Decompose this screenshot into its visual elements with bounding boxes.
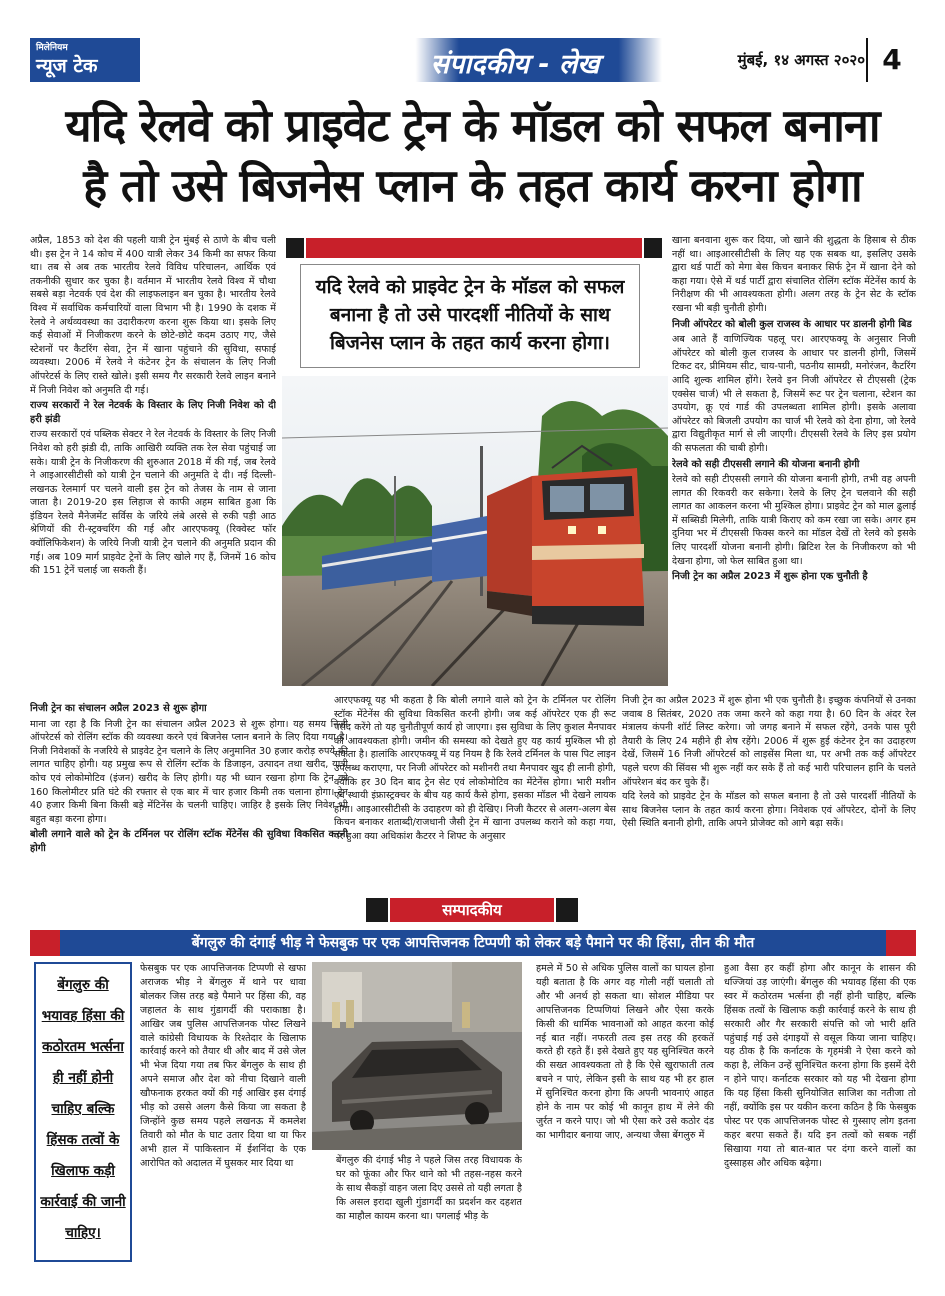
editorial-column-3: हमले में 50 से अधिक पुलिस वालों का घायल होना यही बताता है कि अगर वह गोली नहीं चलाती तो और भी अनर्थ हो सकता था। सोशल मीडिया पर आपत्तिजनक टिप्पणियां लिखने और ऐसा करके किसी की धार्मिक भावनाओं को आहत करना कोई नई बात नहीं। नफरती तत्व इस तरह की हरकतें करते ही रहते हैं। इसे देखते हुए यह सुनिश्चित करने की सख्त आवश्यकता तो है कि ऐसे खुराफाती तत्व बचने न पाएं, लेकिन इसी के साथ यह भी हर हाल में सुनिश्चित करना होगा कि अपनी भावनाएं आहत होने के नाम पर कोई भी कानून हाथ में लेने की जुर्रत न करने पाए। जो भी ऐसा करे उसे कठोर दंड का भागीदार बनाया जाए, अन्यथा जैसा बेंगलुरु में: [536, 963, 714, 1141]
article-column-right-lower: [622, 694, 916, 890]
editorial-highlight-box: [34, 962, 132, 1262]
dateline: मुंबई, १४ अगस्त २०२०: [737, 51, 865, 69]
article-subheading: निजी ट्रेन का अप्रैल 2023 में शुरू होना एक चुनौती है: [672, 571, 868, 583]
editorial-headline: बेंगलुरु की दंगाई भीड़ ने फेसबुक पर एक आपत्तिजनक टिप्पणी को लेकर बड़े पैमाने पर की हिंसा, तीन की मौत: [60, 930, 886, 956]
masthead: [0, 0, 945, 84]
article-paragraph: यदि रेलवे को प्राइवेट ट्रेन के मॉडल को सफल बनाना है तो उसे पारदर्शी नीतियों के साथ बिजनेस प्लान के तहत कार्य करना होगा। निवेशक एवं ऑपरेटर, दोनों के लिए ऐसी स्थिति बनानी होगी, ताकि अपने प्रोजेक्ट को आगे बढ़ा सकें।: [622, 791, 916, 830]
editorial-column-4: हुआ वैसा हर कहीं होगा और कानून के शासन की धज्जियां उड़ जाएंगी। बेंगलुरु की भयावह हिंसा की एक स्वर में कठोरतम भर्त्सना ही नहीं होनी चाहिए, बल्कि हिंसक तत्वों के खिलाफ कड़ी कार्रवाई करने के साथ ही सरकारी और गैर सरकारी संपत्ति को जो भारी क्षति पहुंचाई गई उसे दंगाइयों से वसूल किया जाना चाहिए। यह ठीक है कि कर्नाटक के गृहमंत्री ने ऐसा करने को कहा है, लेकिन उन्हें सुनिश्चित करना होगा कि इसमें देरी न होने पाए। कर्नाटक सरकार को यह भी देखना होगा कि यह हिंसा किसी सुनियोजित साजिश का नतीजा तो नहीं, क्योंकि इस पर यकीन करना कठिन है कि फेसबुक पोस्ट पर एक आपत्तिजनक पोस्ट से गुस्साए लोग इतना कहर बरपा सकते हैं। यदि इन तत्वों को सबक नहीं सिखाया गया तो बात-बात पर दंगा करने वालों का दुस्साहस और अधिक बढ़ेगा।: [724, 963, 916, 1169]
bar-black-right: [644, 238, 662, 258]
pullquote-line-3: बिजनेस प्लान के तहत कार्य करना होगा।: [329, 332, 611, 354]
pullquote-line-1: यदि रेलवे को प्राइवेट ट्रेन के मॉडल को सफल: [315, 276, 625, 298]
headline-line-2: है तो उसे बिजनेस प्लान के तहत कार्य करना होगा: [83, 159, 862, 212]
bar-black-left: [366, 898, 388, 922]
article-paragraph: माना जा रहा है कि निजी ट्रेन का संचालन अप्रैल 2023 से शुरू होगा। यह समय निजी ऑपरेटर्स को रोलिंग स्टॉक की व्यवस्था करने एवं बिजनेस प्लान बनाने के लिए दिया गया है। निजी निवेशकों के नजरिये से प्राइवेट ट्रेन चलाने के लिए अनुमानित 30 हजार करोड़ रुपये की लागत चाहिए होगी। यह प्रमुख रूप से रोलिंग स्टॉक के डिजाइन, उत्पादन तथा खरीद, यात्री कोच एवं लोकोमोटिव (इंजन) खरीद के लिए होगी। यह भी ध्यान रखना होगा कि ट्रेन को 160 किलोमीटर प्रति घंटे की रफ्तार से एक बार में चार हजार किमी तक चलाना होगा। ट्रेन 40 हजार किमी बिना किसी बड़े मेंटिनेंस के चलनी चाहिए। जाहिर है इसके लिए निवेश भी बहुत बड़ा करना होगा।: [30, 718, 348, 825]
article-column-left-lower: [30, 700, 348, 890]
pullquote-bar: [286, 238, 662, 258]
page-number: 4: [866, 38, 916, 82]
pullquote-line-2: बनाना है तो उसे पारदर्शी नीतियों के साथ: [329, 304, 611, 326]
editorial-label: सम्पादकीय: [390, 898, 554, 922]
newspaper-logo: [30, 38, 140, 82]
article-subheading: निजी ट्रेन का संचालन अप्रैल 2023 से शुरू होगा: [30, 703, 207, 714]
bar-black-left: [286, 238, 304, 258]
main-headline: [20, 96, 925, 216]
article-subheading: बोली लगाने वाले को ट्रेन के टर्मिनल पर रोलिंग स्टॉक मेंटेनेंस की सुविधा विकसित करनी होगी: [30, 829, 348, 854]
bar-red: [306, 238, 642, 258]
riot-photo: [312, 962, 522, 1150]
burnt-vehicles-image: [312, 962, 522, 1150]
article-subheading: राज्य सरकारों ने रेल नेटवर्क के विस्तार के लिए निजी निवेश को दी हरी झंडी: [30, 400, 276, 425]
pullquote: [300, 264, 640, 368]
section-title: संपादकीय - लेख: [430, 49, 600, 80]
article-paragraph: राज्य सरकारों एवं पब्लिक सेक्टर ने रेल नेटवर्क के विस्तार के लिए निजी निवेश को हरी झंडी दी, ताकि आखिरी व्यक्ति तक रेल सेवा पहुंचाई जा सके। यात्री ट्रेन के निजीकरण की शुरुआत 2018 में की गई, जब रेलवे ने आइआरसीटीसी को यात्री ट्रेन चलाने की अनुमति दे दी। नई दिल्ली-लखनऊ रेलमार्ग पर चलने वाली इस ट्रेन को तेजस के नाम से जाना जाता है। 2019-20 इस लिहाज से काफी अहम साबित हुआ कि इंडियन रेलवे मैनेजमेंट सर्विस के जरिये लंबे अरसे से रुकी पड़ी आठ श्रेणियों की री-स्ट्रक्चरिंग की गई और आरएफक्यू (रिक्वेस्ट फॉर क्वॉलिफिकेशन) के जरिये निजी यात्री ट्रेन चलाने की अनुमति प्रदान की गई। अब 109 मार्ग प्राइवेट ट्रेनों के लिए खोले गए हैं, जिनमें 16 कोच की 151 ट्रेनें चलाई जा सकती हैं।: [30, 429, 276, 577]
article-column-middle: [334, 694, 616, 890]
article-paragraph: निजी ट्रेन का अप्रैल 2023 में शुरू होना भी एक चुनौती है। इच्छुक कंपनियों से उनका जवाब 8 सितंबर, 2020 तक जमा करने को कहा गया है। 60 दिन के अंदर रेल मंत्रालय कंपनी शॉर्ट लिस्ट करेगा। जो जगह बनाने में सफल रहेंगे, उनके पास पूरी तैयारी के लिए 24 महीने ही शेष रहेंगे। 2006 में शुरू हुई कंटेनर ट्रेन का उदाहरण देखें, जिसमें 16 निजी ऑपरेटर्स को लाइसेंस मिला था, पर अभी तक कई ऑपरेटर पहले चरण की सिंवस भी शुरू नहीं कर सके हैं तो कई भारी परिचालन हानि के चलते ऑपरेशन बंद कर चुके हैं।: [622, 695, 916, 788]
highlight-text: बेंगलुरु की भयावह हिंसा की कठोरतम भर्त्सना ही नहीं होनी चाहिए बल्कि हिंसक तत्वों के खिलाफ कड़ी कार्रवाई की जानी चाहिए।: [40, 977, 126, 1241]
article-paragraph: अब आते हैं वाणिज्यिक पहलू पर। आरएफक्यू के अनुसार निजी ऑपरेटर को बोली कुल राजस्व के आधार पर डालनी होगी, जिसमें टिकट दर, प्रीमियम सीट, चाय-पानी, पठनीय सामग्री, मनोरंजन, कैटरिंग आदि शुल्क शामिल होंगे। रेलवे इन निजी ऑपरेटर से टीएससी (ट्रेक एक्सेस चार्ज) भी ले सकता है, जिसमें रूट पर ट्रेन चलाना, स्टेशन का उपयोग, क्रू एवं गार्ड की उपलब्धता शामिल होगी। इसके अलावा ऑपरेटर को बिजली उपयोग का चार्ज भी रेलवे को देना होगा, जो रेलवे द्वारा विद्युतीकृत मार्ग से ली जाएगी। टीएससी रेलवे के लिए इस प्रयोग की सफलता की चाबी होगी।: [672, 334, 916, 454]
article-subheading: निजी ऑपरेटर को बोली कुल राजस्व के आधार पर डालनी होगी बिड: [672, 318, 912, 330]
article-paragraph: खाना बनवाना शुरू कर दिया, जो खाने की शुद्धता के हिसाब से ठीक नहीं था। आइआरसीटीसी के लिए यह एक सबक था, इसलिए उसके द्वारा थर्ड पार्टी को मेगा बेस किचन बनाकर सिर्फ ट्रेन में खाना देने को कहा गया। ऐसे में थर्ड पार्टी द्वारा संचालित रोलिंग स्टॉक मेंटेनेंस कार्य के निरीक्षण की भी आवश्यकता होगी। अलग तरह के ट्रेन सेट के स्टॉक रखना भी बड़ी चुनौती होगी।: [672, 235, 916, 314]
editorial-column-2: बेंगलुरु की दंगाई भीड़ ने पहले जिस तरह विधायक के घर को फूंका और फिर थाने को भी तहस-नहस करने के साथ सैकड़ों वाहन जला दिए उससे तो यही लगता है कि असल इरादा खुली गुंडागर्दी का प्रदर्शन कर दहशत का माहौल कायम करना था। पगलाई भीड़ के: [336, 1155, 522, 1222]
brand-small-text: मिलेनियम: [36, 43, 68, 53]
headline-line-1: यदि रेलवे को प्राइवेट ट्रेन के मॉडल को सफल बनाना: [65, 99, 880, 152]
train-photo: [282, 376, 668, 686]
article-paragraph: आरएफक्यू यह भी कहता है कि बोली लगाने वाले को ट्रेन के टर्मिनल पर रोलिंग स्टॉक मेंटेनेंस की सुविधा विकसित करनी होगी। जब कई ऑपरेटर एक ही रूट पसंद करेंगे तो यह चुनौतीपूर्ण कार्य हो जाएगा। इस सुविधा के लिए कुशल मैनपावर की आवश्यकता होगी। जमीन की समस्या को देखते हुए यह कार्य मुश्किल भी हो सकता है। हालांकि आरएफक्यू में यह नियम है कि रेलवे टर्मिनल के पास पिट लाइन उपलब्ध कराएगा, पर निजी ऑपरेटर को मशीनरी तथा मैनपावर खुद ही लानी होगी, क्योंकि हर 30 दिन बाद ट्रेन सेट एवं लोकोमोटिव का मेंटेनेंस होगा। भारी मशीन एवं स्थायी इंफ्रास्ट्रक्चर के बीच यह कार्य कैसे होगा, इसका मॉडल भी देखने लायक होगा। आइआरसीटीसी के उदाहरण को ही देखिए। निजी कैटरर से अलग-अलग बेस किचन बनाकर शताब्दी/राजधानी जैसी ट्रेन में खाना उपलब्ध कराने को कहा गया, पर हुआ क्या अधिकांश कैटरर ने शिफ्ट के अनुसार: [334, 695, 616, 842]
brand-name: न्यूज टेक: [36, 55, 98, 77]
article-column-left: [30, 234, 276, 694]
bar-black-right: [556, 898, 578, 922]
editorial-label-bar: [330, 898, 615, 922]
article-subheading: रेलवे को सही टीएससी लगाने की योजना बनानी होगी: [672, 458, 860, 470]
article-paragraph: अप्रैल, 1853 को देश की पहली यात्री ट्रेन मुंबई से ठाणे के बीच चली थी। इस ट्रेन ने 14 कोच में 400 यात्री लेकर 34 किमी का सफर किया था। तब से अब तक भारतीय रेलवे विविध परिचालन, आर्थिक एवं तकनीकी सुधार कर चुका है। वर्तमान में भारतीय रेलवे विश्व में चौथा सबसे बड़ा नेटवर्क एवं देश की लाइफलाइन बन चुका है। भारतीय रेलवे विश्व में सर्वाधिक कर्मचारियों वाला विभाग भी है। 1990 के दशक में रेलवे ने अर्थव्यवस्था का उदारीकरण करना शुरू किया था। इसके लिए कई सेवाओं में निजीकरण करने के छोटे-छोटे कदम उठाए गए, जैसे स्टेशनों पर कैटरिंग सेवा, ट्रेन में खाना पहुंचाने की सुविधा, सफाई व्यवस्था। 2006 में रेलवे ने कंटेनर ट्रेन के संचालन के लिए निजी ऑपरेटर्स के लिए रास्ते खोले। इसी समय गैर सरकारी रेलवे लाइन बनाने में निजी निवेश को अनुमति दी गई।: [30, 235, 276, 396]
editorial-column-1: फेसबुक पर एक आपत्तिजनक टिप्पणी से खफा अराजक भीड़ ने बेंगलुरु में थाने पर धावा बोलकर जिस तरह बड़े पैमाने पर हिंसा की, वह जहालत के साथ गुंडागर्दी की पराकाष्ठा है। आखिर जब पुलिस आपत्तिजनक पोस्ट लिखने वाले कांग्रेसी विधायक के रिश्तेदार के खिलाफ कार्रवाई करने को तैयार थी और बाद में उसे जेल भी भेज दिया गया तब फिर बेंगलुरु के साथ ही अपने समाज और देश को नीचा दिखाने वाली खौफनाक हरकत क्यों की गई आखिर इस दंगाई भीड़ को उससे अलग कैसे किया जा सकता है जिन्होंने कुछ समय पहले लखनऊ में कमलेश तिवारी को मौत के घाट उतार दिया था या फिर अभी हाल में पाकिस्तान में ईशनिंदा के एक आरोपित को अदालत में घुसकर मार दिया था: [140, 963, 306, 1169]
train-locomotive-image: [282, 376, 668, 686]
article-paragraph: रेलवे को सही टीएससी लगाने की योजना बनानी होगी, तभी वह अपनी लागत की रिकवरी कर सकेगा। रेलवे के लिए ट्रेन चलवाने की सही लागत का आकलन करना भी मुश्किल होगा। प्राइवेट ट्रेन को माल ढुलाई में सब्सिडी मिलेगी, ताकि यात्री किराए को कम रखा जा सके। अगर हम दुनिया भर में टीएससी फिक्स करने का मॉडल देखें तो रेलवे को इसके लिए पारदर्शी योजना बनानी होगी। ब्रिटिश रेल के निजीकरण को भी देखना होगा, जो फेल साबित हुआ था।: [672, 474, 916, 567]
article-column-right: [672, 234, 916, 690]
